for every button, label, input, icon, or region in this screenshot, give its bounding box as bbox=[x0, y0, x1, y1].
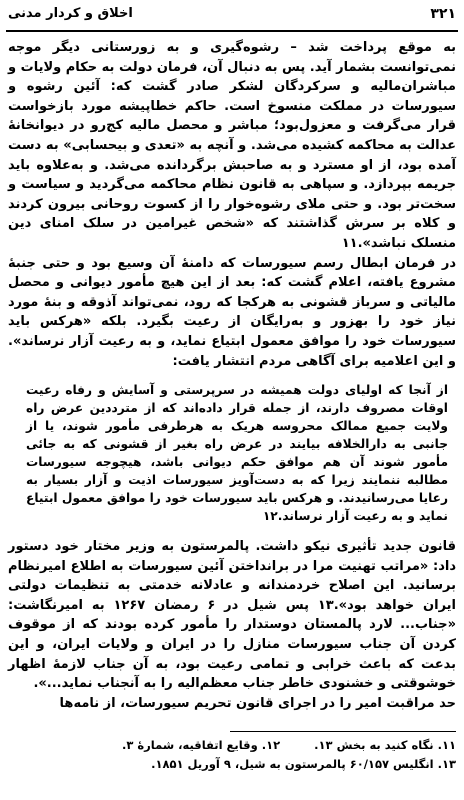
page-number: ۳۲۱ bbox=[430, 6, 456, 22]
footnote-rule bbox=[230, 731, 456, 732]
paragraph-1: به موقع پرداخت شد – رشوه‌گیری و به زورستانی دیگر موجه نمی‌توانست بشمار آید. پس به دنبال آن، فرمان دولت به حکام ولایات و مباشران‌مالیه و سرکردگان لشکر صادر گشت که: آئین رشوه و سیورسات در مملکت منسوخ است. حاکم خطاپیشه مورد بازخواست قرار می‌گرفت و معزول‌بود؛ مباشر و محصل مالیه کج‌رو در دیوانخانهٔ عدالت به محاکمه کشیده می‌شد. و آنچه به «تعدی و بیحسابی» به دست آمده بود، از او مسترد و به صاحبش برگردانده می‌شد. و به‌علاوه باید جریمه بپردازد. و سپاهی به قانون نظام محاکمه می‌گردید و سیاست و سخت‌تر بود. و حتی ملای رشوه‌خوار را از کسوت روحانی بیرون کردند و کلاه بر سرش گذاشتند که «شخص غیرامین در سلک امنای دین منسلک نباشد».۱۱ bbox=[8, 40, 456, 251]
paragraph-4: حد مراقبت امیر را در اجرای قانون تحریم سیورسات، از نامه‌ها bbox=[59, 695, 456, 711]
quote-text: از آنجا که اولیای دولت همیشه در سرپرستی و آسایش و رفاه رعیت اوقات مصروف دارند، از جمله قرار داده‌اند که از مترددین عرض راه ولایت جمیع ممالک محروسه هریک به هرطرفی مأمور شوند، یا از جانبی به دارالخلافه بیایند در عرض راه بغیر از قشونی که به جائی مأمور شوند آن هم موافق حکم دیوانی باشد، هیچوجه سیورسات مطالبه ننمایند زیرا که به دست‌آویز سیورسات اذیت و آزار بسیار به رعایا می‌رسانیدند. و هرکس باید سیورسات خود را موافق معمول ابتیاع نماید و به رعیت آزار نرساند.۱۲ bbox=[26, 383, 448, 524]
footnote-13: ۱۳. انگلیس ۶۰/۱۵۷ پالمرستون به شیل، ۹ آوریل ۱۸۵۱. bbox=[151, 757, 456, 771]
header-rule bbox=[6, 30, 458, 32]
paragraph-2: در فرمان ابطال رسم سیورسات که دامنهٔ آن وسیع بود و حتی جنبهٔ مشروع یافته، اعلام گشت که: بعد از این هیچ مأمور دیوانی و محصل مالیاتی و سرباز قشونی به هرکجا که رود، نمی‌تواند آذوقه و بنهٔ مورد نیاز خود را بهزور و به‌رایگان از رعیت بگیرد. بلکه «هرکس باید سیورسات خود را موافق معمول ابتیاع نماید، و به رعیت آزار نرساند». و این اعلامیه برای آگاهی مردم انتشار یافت: bbox=[8, 255, 456, 369]
page-body bbox=[8, 38, 456, 713]
page-header bbox=[8, 6, 456, 30]
footnote-12: ۱۲. وقایع اتفاقیه، شمارهٔ ۳. bbox=[121, 738, 281, 752]
footnote-11: ۱۱. نگاه کنید به بخش ۱۳. bbox=[314, 738, 456, 752]
paragraph-3: قانون جدید تأثیری نیکو داشت. پالمرستون به وزیر مختار خود دستور داد: «مراتب تهنیت مرا در برانداختن آئین سیورسات به اطلاع امیرنظام برسانید. این اصلاح خردمندانه و عادلانه خدمتی به تنظیمات دولتی ایران خواهد بود».۱۳ پس شیل در ۶ رمضان ۱۲۶۷ به امیرنگاشت: «جناب... لارد پالمستان دوستدار را مأمور کرده بودند که از موقوف کردن آن جناب سیورسات منازل را در ایران و ولایات ایران، و این بدعت که باعث خرابی و تمامی رعیت بود، به آن جناب لازمهٔ اظهار خوشوقتی و خشنودی خاطر جناب معظم‌الیه را به آنجناب نماید...». bbox=[8, 539, 456, 692]
footnotes bbox=[8, 736, 456, 774]
block-quote bbox=[26, 381, 448, 525]
running-title: اخلاق و کردار مدنی bbox=[8, 6, 133, 21]
